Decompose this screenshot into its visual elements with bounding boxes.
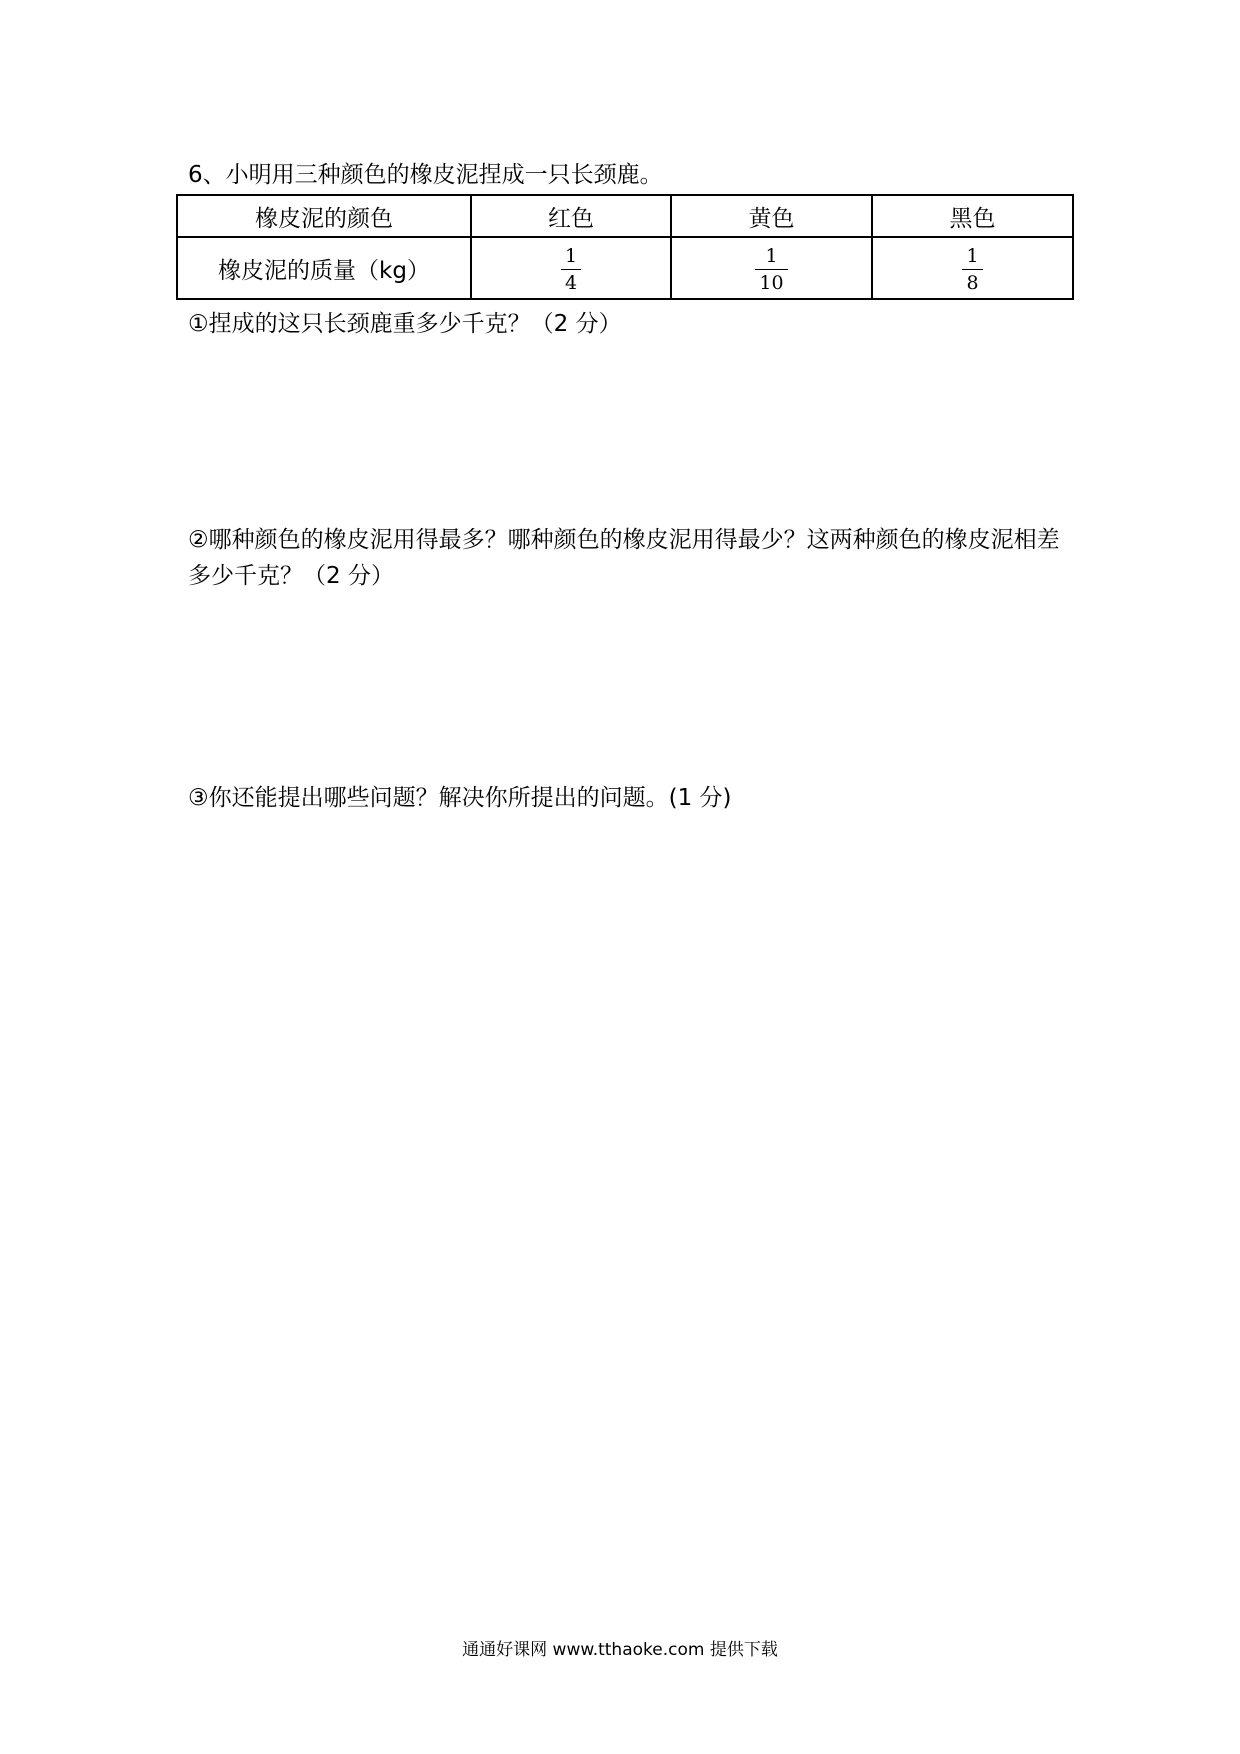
mass-cell-black bbox=[872, 237, 1073, 299]
mass-cell-yellow bbox=[671, 237, 872, 299]
row-label-mass: 橡皮泥的质量（kg） bbox=[177, 237, 471, 299]
fraction-denominator: 10 bbox=[759, 272, 784, 294]
header-cell-black: 黑色 bbox=[872, 195, 1073, 237]
clay-mass-table bbox=[176, 194, 1074, 300]
fraction bbox=[755, 245, 787, 294]
question-title: 6、小明用三种颜色的橡皮泥捏成一只长颈鹿。 bbox=[188, 162, 663, 188]
fraction-bar bbox=[561, 269, 581, 270]
fraction-denominator: 8 bbox=[966, 272, 979, 294]
header-cell-color: 橡皮泥的颜色 bbox=[177, 195, 471, 237]
sub-question-3: ③你还能提出哪些问题？解决你所提出的问题。(1 分) bbox=[188, 785, 732, 811]
fraction-numerator: 1 bbox=[765, 245, 778, 267]
sub-question-2: ②哪种颜色的橡皮泥用得最多？哪种颜色的橡皮泥用得最少？这两种颜色的橡皮泥相差多少千克？（2 分） bbox=[188, 527, 1060, 589]
header-cell-yellow: 黄色 bbox=[671, 195, 872, 237]
fraction-numerator: 1 bbox=[564, 245, 578, 267]
fraction-denominator: 4 bbox=[564, 272, 578, 294]
fraction bbox=[561, 245, 581, 294]
mass-cell-red bbox=[471, 237, 671, 299]
header-cell-red: 红色 bbox=[471, 195, 671, 237]
table-row bbox=[177, 237, 1073, 299]
fraction-bar bbox=[962, 269, 982, 270]
footer-source: 通通好课网 www.tthaoke.com 提供下载 bbox=[462, 1640, 778, 1660]
fraction-bar bbox=[755, 269, 787, 270]
fraction-numerator: 1 bbox=[966, 245, 979, 267]
fraction bbox=[962, 245, 982, 294]
table-header-row bbox=[177, 195, 1073, 237]
sub-question-1: ①捏成的这只长颈鹿重多少千克？（2 分） bbox=[188, 311, 622, 337]
